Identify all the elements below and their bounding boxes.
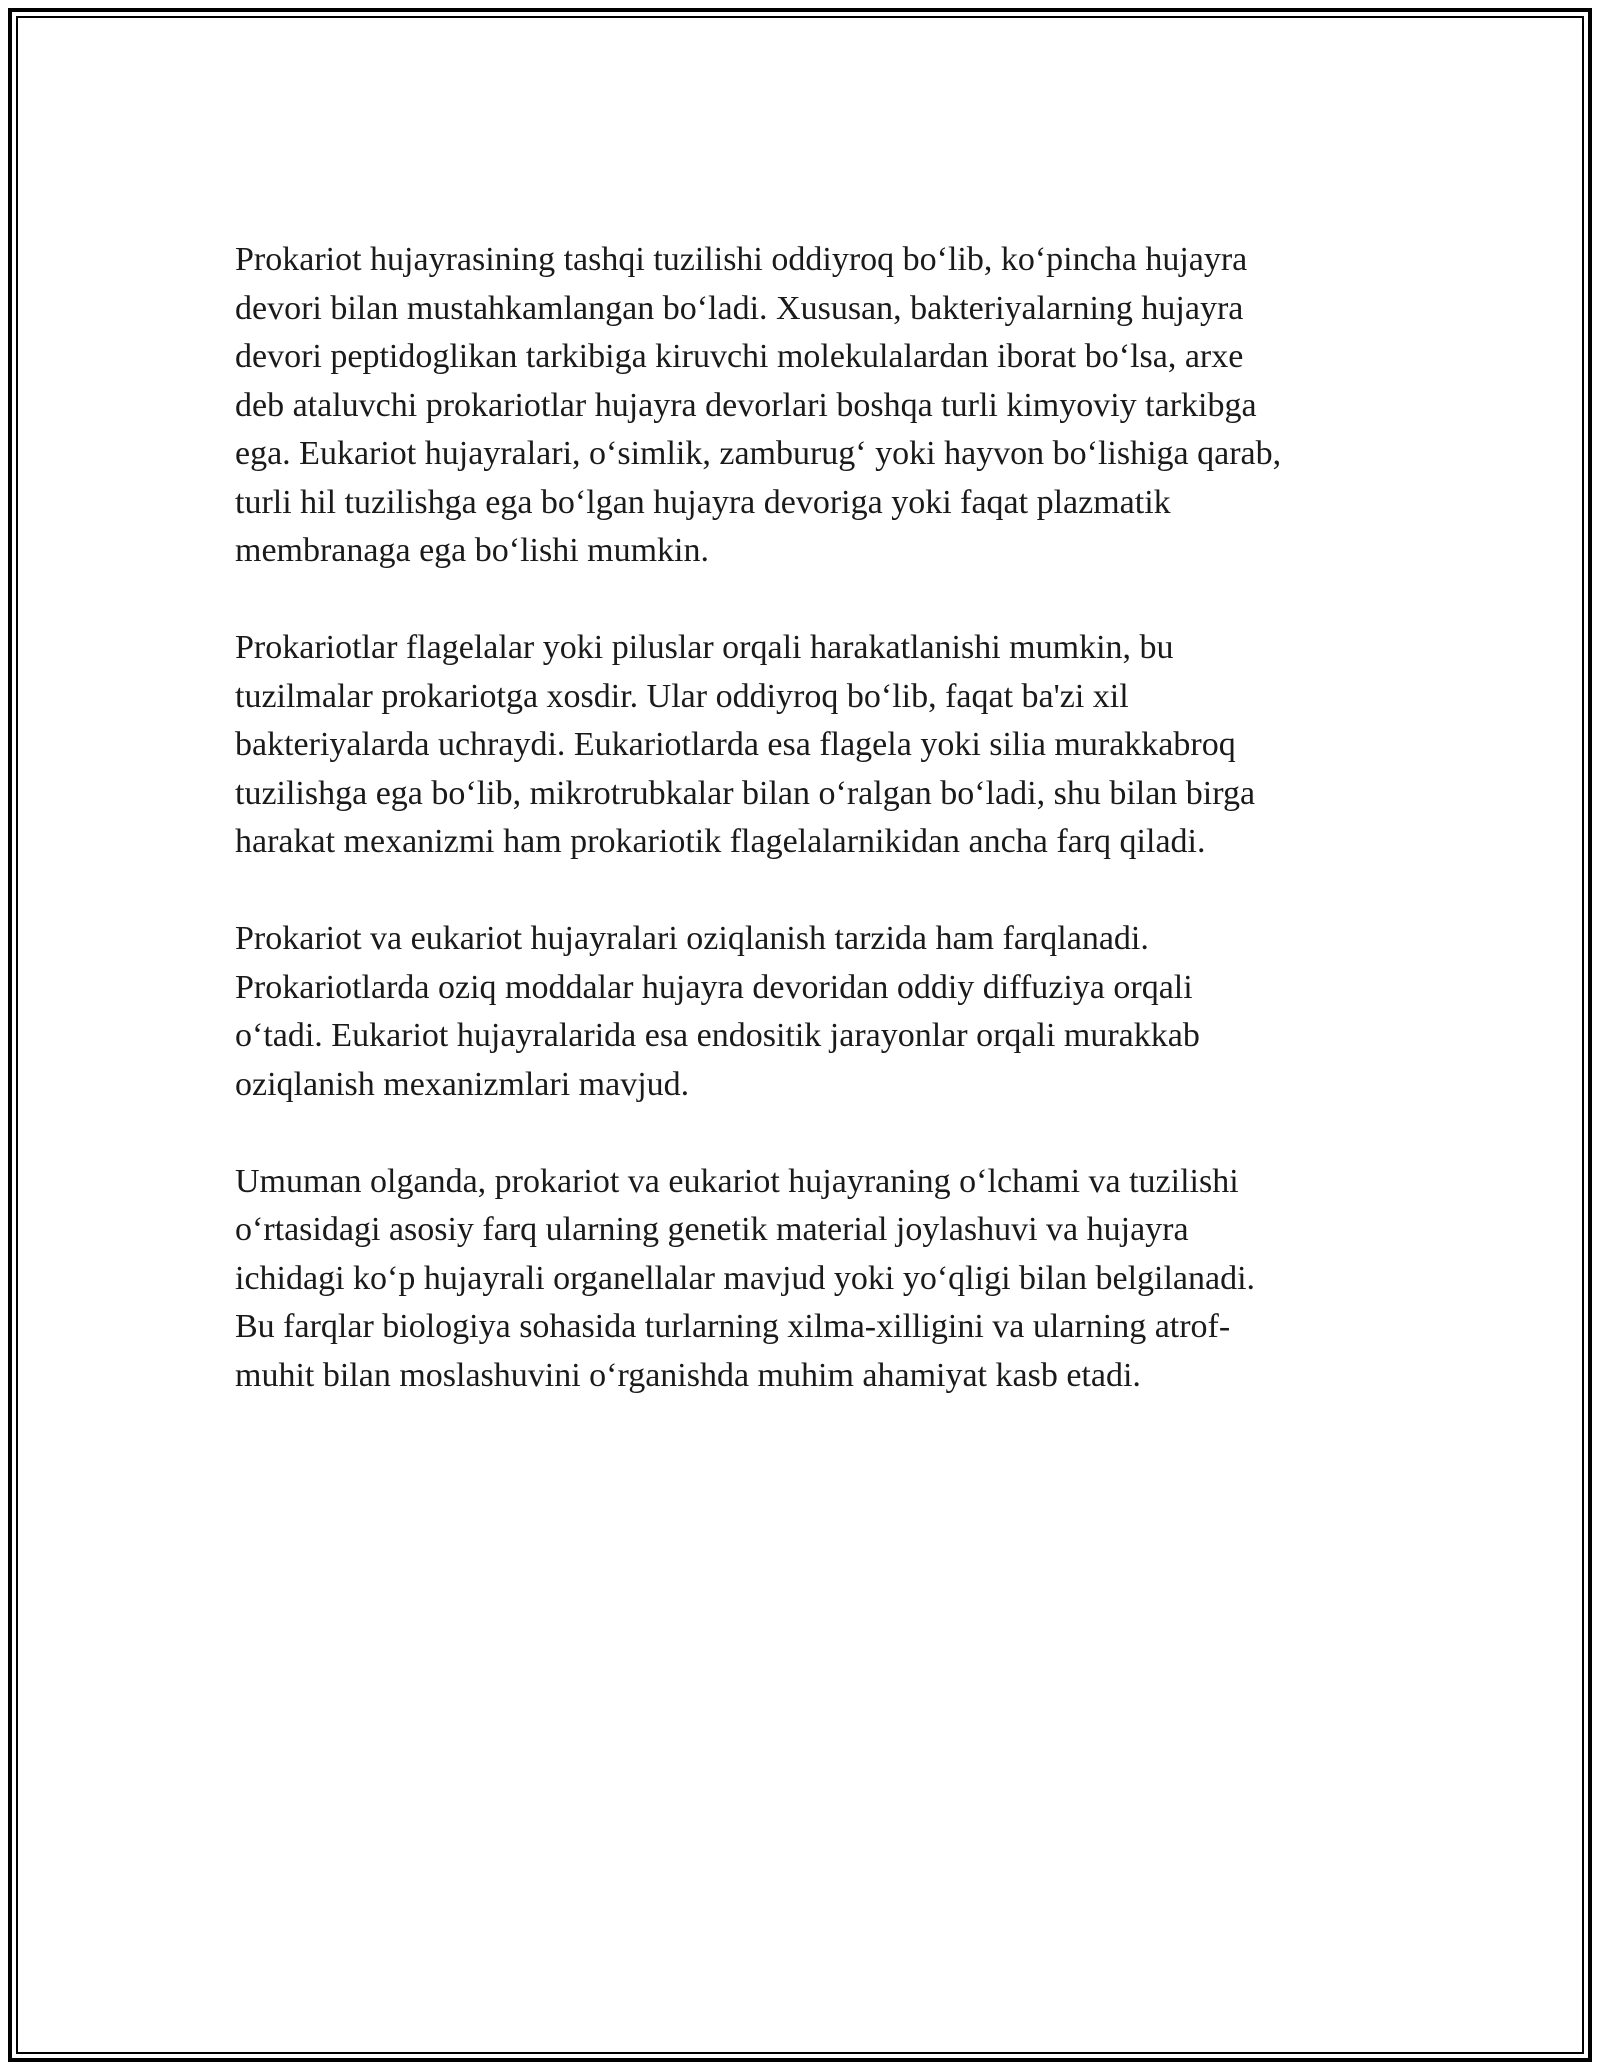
paragraph-2 bbox=[235, 624, 1380, 867]
paragraph-4 bbox=[235, 1158, 1380, 1401]
text-line: Bu farqlar biologiya sohasida turlarning xilma-xilligini va ularning atrof- bbox=[235, 1308, 1231, 1345]
text-line: muhit bilan moslashuvini o‘rganishda muhim ahamiyat kasb etadi. bbox=[235, 1356, 1141, 1394]
text-line: o‘rtasidagi asosiy farq ularning genetik material joylashuvi va hujayra bbox=[235, 1211, 1189, 1248]
text-line: oziqlanish mexanizmlari mavjud. bbox=[235, 1065, 690, 1103]
paragraph-1 bbox=[235, 236, 1380, 576]
text-line: bakteriyalarda uchraydi. Eukariotlarda esa flagela yoki silia murakkabroq bbox=[235, 726, 1236, 763]
text-line: devori peptidoglikan tarkibiga kiruvchi molekulalardan iborat bo‘lsa, arxe bbox=[235, 338, 1244, 375]
document-body bbox=[235, 236, 1380, 1449]
text-line: tuzilishga ega bo‘lib, mikrotrubkalar bilan o‘ralgan bo‘ladi, shu bilan birga bbox=[235, 774, 1256, 812]
text-line: ega. Eukariot hujayralari, o‘simlik, zamburug‘ yoki hayvon bo‘lishiga qarab, bbox=[235, 435, 1282, 472]
text-line: Umuman olganda, prokariot va eukariot hujayraning o‘lchami va tuzilishi bbox=[235, 1162, 1239, 1200]
text-line: o‘tadi. Eukariot hujayralarida esa endositik jarayonlar orqali murakkab bbox=[235, 1017, 1200, 1054]
text-line: turli hil tuzilishga ega bo‘lgan hujayra devoriga yoki faqat plazmatik bbox=[235, 483, 1171, 521]
text-line: Prokariotlar flagelalar yoki piluslar orqali harakatlanishi mumkin, bu bbox=[235, 629, 1174, 666]
text-line: ichidagi ko‘p hujayrali organellalar mavjud yoki yo‘qligi bilan belgilanadi. bbox=[235, 1259, 1256, 1297]
text-line: Prokariot hujayrasining tashqi tuzilishi oddiyroq bo‘lib, ko‘pincha hujayra bbox=[235, 241, 1248, 278]
text-line: tuzilmalar prokariotga xosdir. Ular oddiyroq bo‘lib, faqat ba'zi xil bbox=[235, 677, 1129, 715]
text-line: Prokariot va eukariot hujayralari oziqlanish tarzida ham farqlanadi. bbox=[235, 920, 1149, 957]
text-line: deb ataluvchi prokariotlar hujayra devorlari boshqa turli kimyoviy tarkibga bbox=[235, 386, 1257, 424]
paragraph-3 bbox=[235, 915, 1380, 1109]
text-line: harakat mexanizmi ham prokariotik flagelalarnikidan ancha farq qiladi. bbox=[235, 823, 1206, 860]
text-line: devori bilan mustahkamlangan bo‘ladi. Xususan, bakteriyalarning hujayra bbox=[235, 289, 1244, 327]
text-line: Prokariotlarda oziq moddalar hujayra devoridan oddiy diffuziya orqali bbox=[235, 968, 1193, 1006]
text-line: membranaga ega bo‘lishi mumkin. bbox=[235, 532, 709, 569]
